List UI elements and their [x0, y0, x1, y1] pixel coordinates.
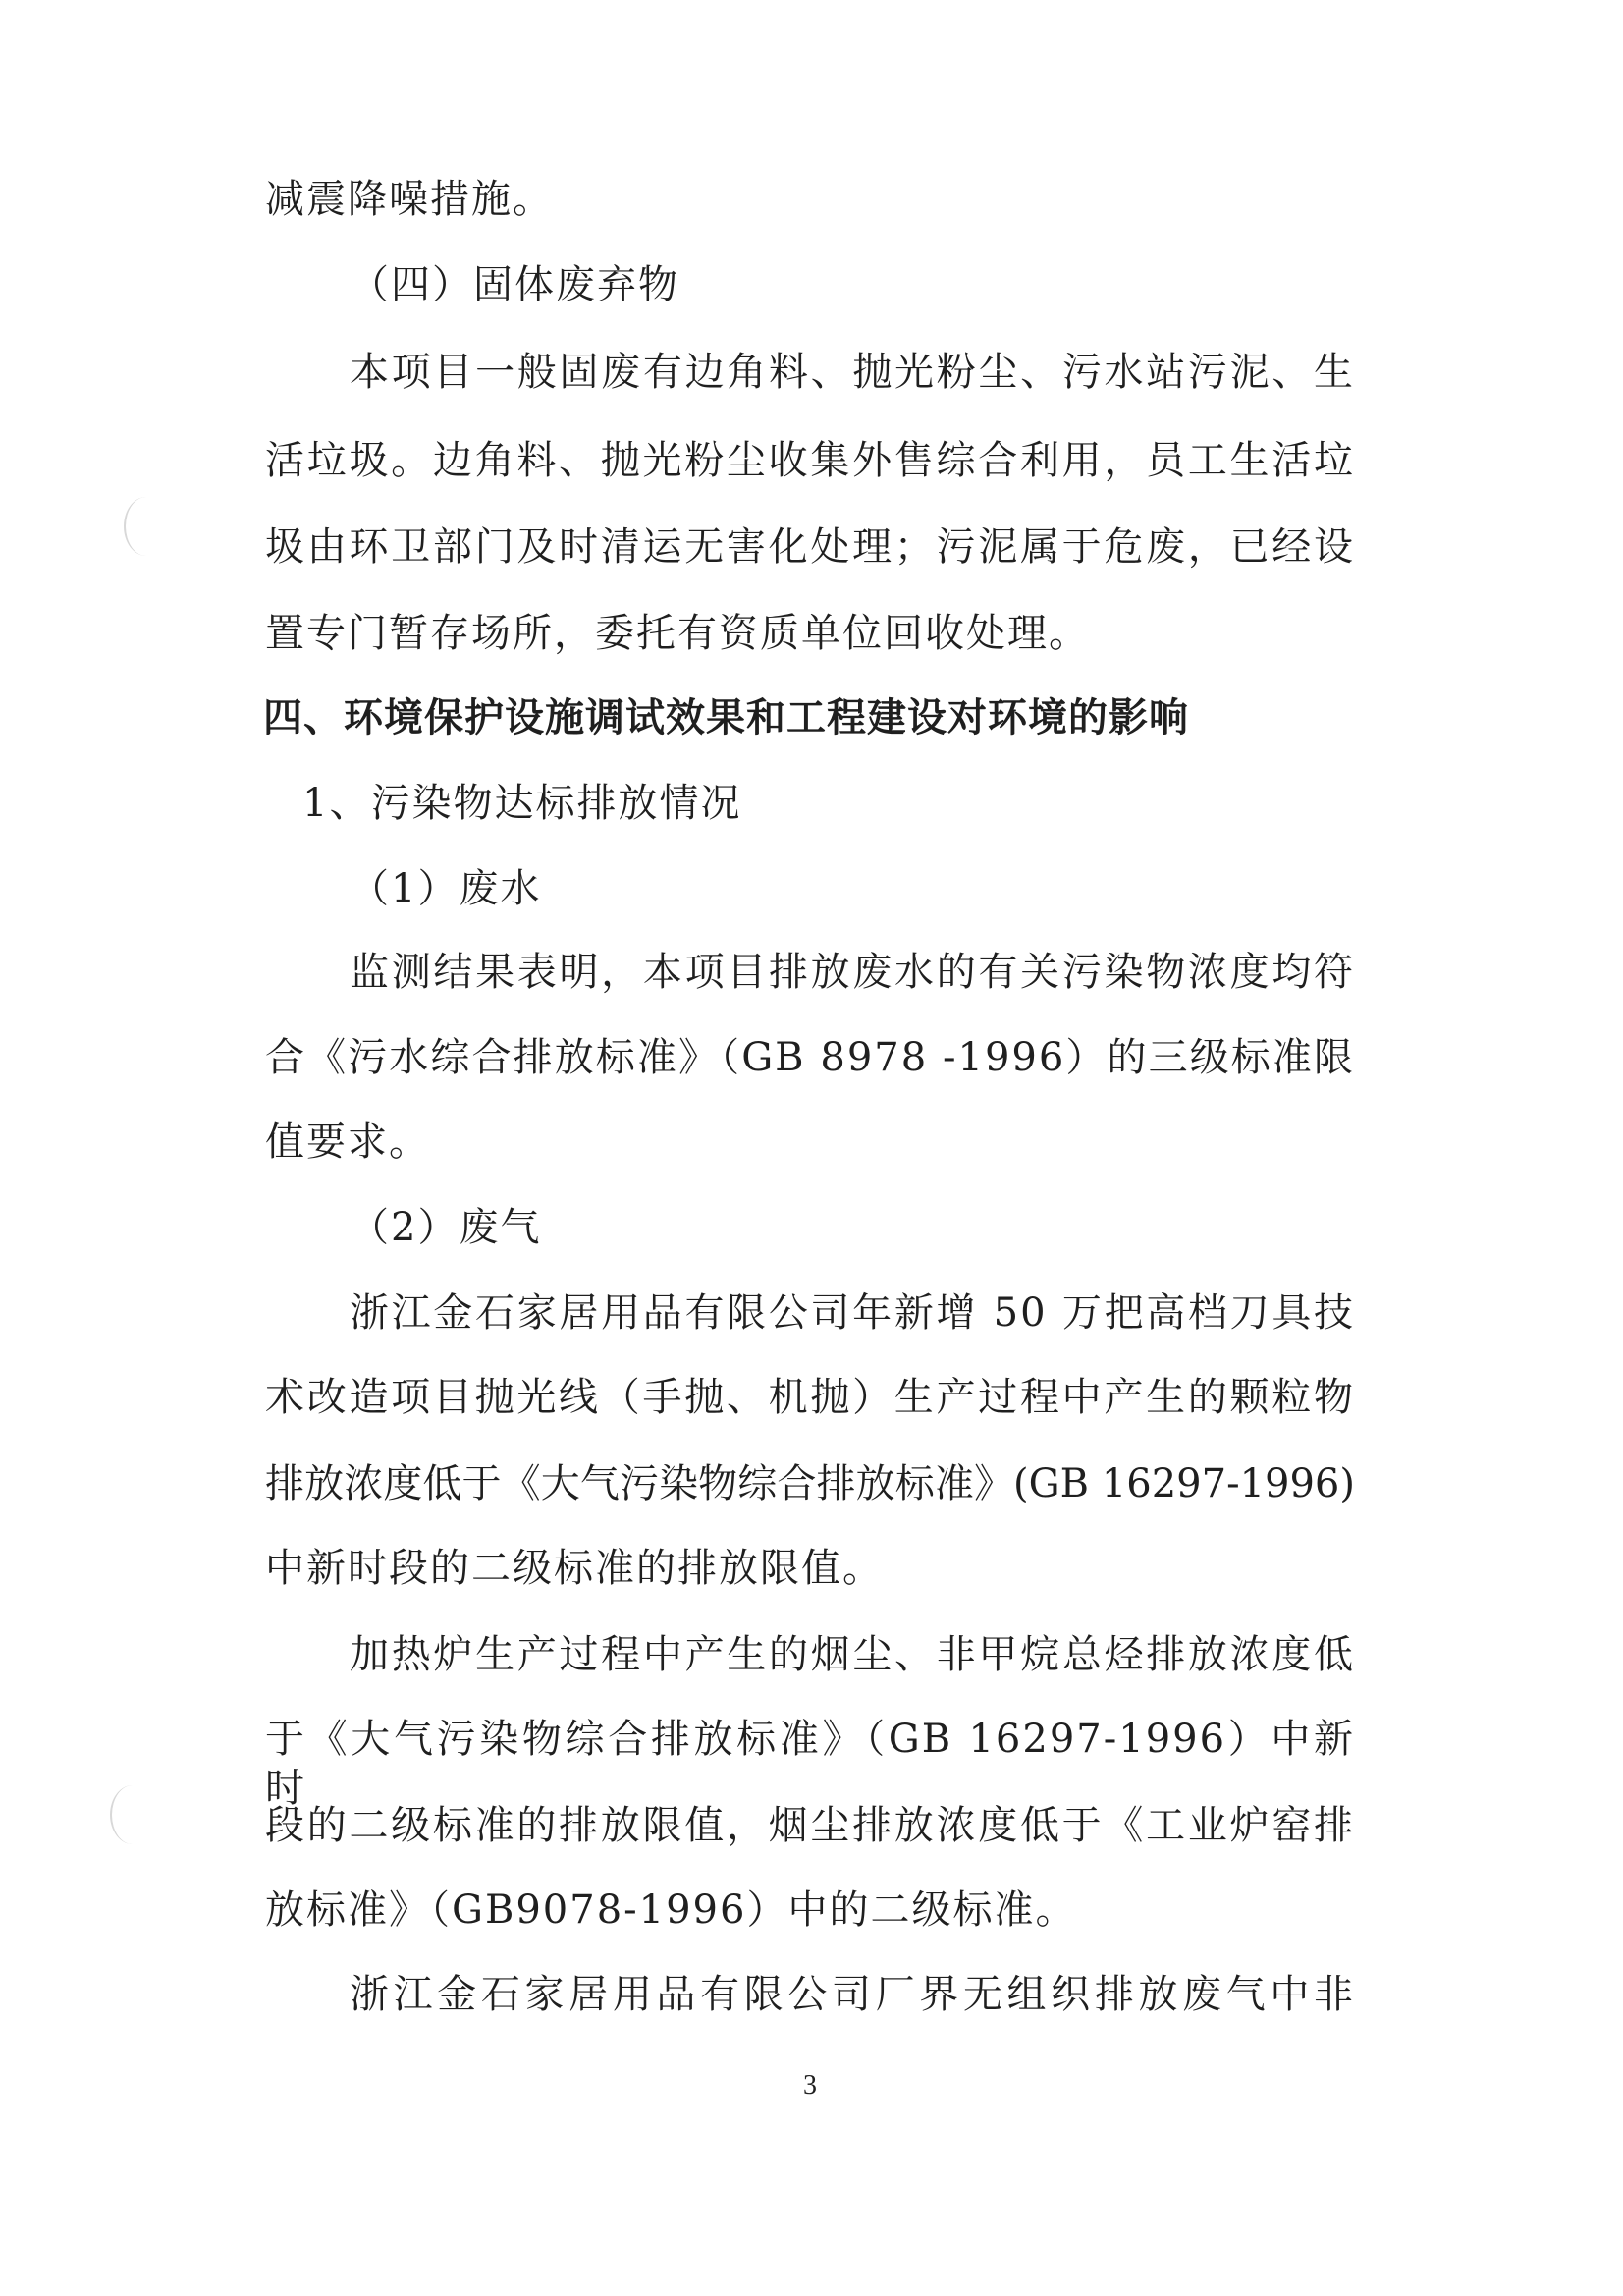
- punch-hole-mark-top: [124, 497, 169, 556]
- punch-hole-mark-bottom: [110, 1785, 155, 1844]
- body-text-line: 浙江金石家居用品有限公司厂界无组织排放废气中非: [350, 1972, 1355, 2017]
- subsection-heading: （2）废气: [350, 1205, 542, 1250]
- body-text-line: 监测结果表明，本项目排放废水的有关污染物浓度均符: [350, 950, 1355, 995]
- body-text-line: 合《污水综合排放标准》（GB 8978 -1996）的三级标准限: [265, 1035, 1355, 1080]
- section-heading: 四、环境保护设施调试效果和工程建设对环境的影响: [263, 695, 1189, 740]
- body-text-line: 加热炉生产过程中产生的烟尘、非甲烷总烃排放浓度低: [350, 1632, 1355, 1677]
- body-text-line: 置专门暂存场所，委托有资质单位回收处理。: [265, 611, 1090, 656]
- subsection-heading: 1、污染物达标排放情况: [302, 781, 742, 826]
- page-number: 3: [803, 2070, 817, 2101]
- body-text-line: 术改造项目抛光线（手抛、机抛）生产过程中产生的颗粒物: [265, 1375, 1355, 1420]
- subsection-heading: （1）废水: [350, 866, 542, 911]
- body-text-line: 段的二级标准的排放限值，烟尘排放浓度低于《工业炉窑排: [265, 1803, 1355, 1848]
- subsection-heading: （四）固体废弃物: [350, 262, 679, 307]
- body-text-line: 本项目一般固废有边角料、抛光粉尘、污水站污泥、生: [350, 350, 1355, 395]
- body-text-line: 排放浓度低于《大气污染物综合排放标准》(GB 16297-1996): [265, 1461, 1355, 1506]
- body-text-line: 浙江金石家居用品有限公司年新增 50 万把高档刀具技: [350, 1290, 1355, 1336]
- body-text-line: 值要求。: [265, 1120, 430, 1165]
- body-text-line: 活垃圾。边角料、抛光粉尘收集外售综合利用，员工生活垃: [265, 438, 1355, 483]
- body-text-line: 圾由环卫部门及时清运无害化处理；污泥属于危废，已经设: [265, 524, 1355, 570]
- body-text-line: 放标准》（GB9078-1996）中的二级标准。: [265, 1887, 1077, 1933]
- body-text-line: 中新时段的二级标准的排放限值。: [265, 1546, 884, 1591]
- body-text-line: 于《大气污染物综合排放标准》（GB 16297-1996）中新时: [265, 1717, 1355, 1811]
- body-text-line: 减震降噪措施。: [265, 177, 554, 222]
